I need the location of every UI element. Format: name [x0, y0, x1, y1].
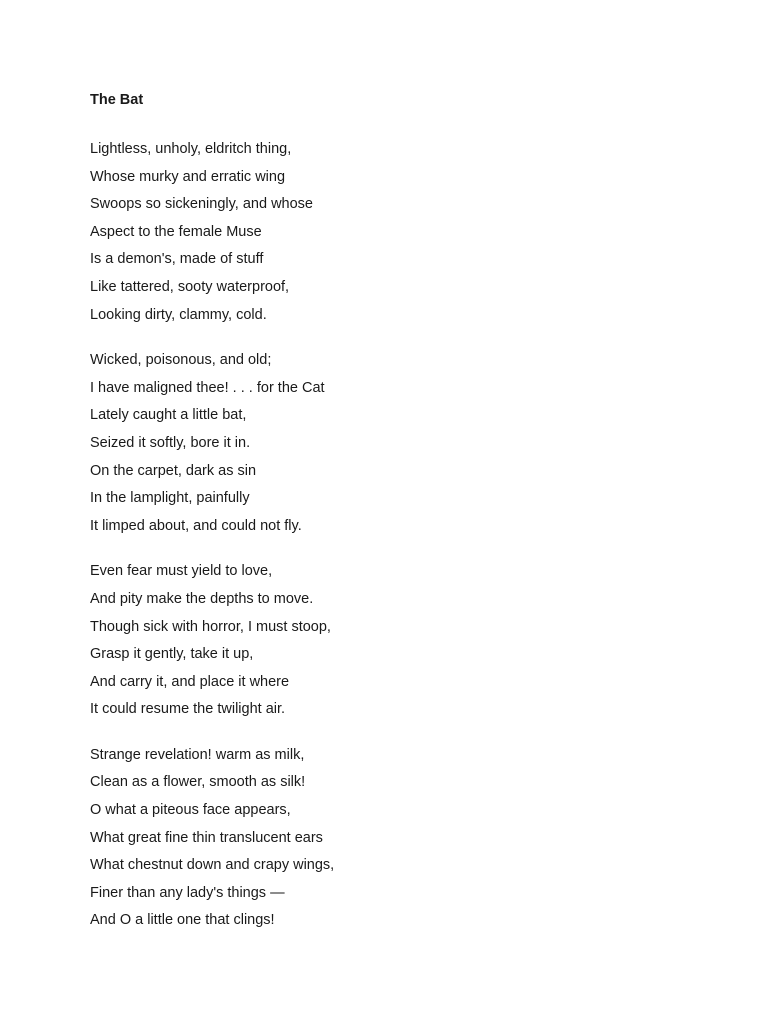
document-page — [90, 90, 690, 953]
poem-line: Finer than any lady's things — — [90, 884, 285, 901]
poem-line: On the carpet, dark as sin — [90, 462, 257, 479]
poem-line: I have maligned thee! . . . for the Cat — [90, 379, 325, 396]
poem-line: What chestnut down and crapy wings, — [90, 857, 335, 874]
poem-line: Is a demon's, made of stuff — [90, 251, 264, 268]
poem-title: The Bat — [90, 92, 144, 108]
poem-line: Aspect to the female Muse — [90, 223, 262, 240]
poem-line: It limped about, and could not fly. — [90, 517, 302, 534]
poem-line: Looking dirty, clammy, cold. — [90, 306, 267, 323]
poem-line: And carry it, and place it where — [90, 673, 290, 690]
poem-line: And O a little one that clings! — [90, 912, 275, 929]
stanza-2 — [90, 347, 690, 540]
poem-line: It could resume the twilight air. — [90, 701, 286, 718]
stanza-1 — [90, 136, 690, 329]
poem-line: Seized it softly, bore it in. — [90, 434, 251, 451]
poem-line: Whose murky and erratic wing — [90, 168, 286, 185]
poem-line: Swoops so sickeningly, and whose — [90, 196, 313, 213]
poem-line: Grasp it gently, take it up, — [90, 646, 254, 663]
stanza-3 — [90, 558, 690, 724]
poem-line: Like tattered, sooty waterproof, — [90, 278, 290, 295]
poem-line: In the lamplight, painfully — [90, 490, 250, 507]
poem-line: O what a piteous face appears, — [90, 802, 291, 819]
poem-line: Wicked, poisonous, and old; — [90, 352, 272, 369]
poem-line: Strange revelation! warm as milk, — [90, 746, 305, 763]
poem-line: And pity make the depths to move. — [90, 590, 314, 607]
poem-line: Lightless, unholy, eldritch thing, — [90, 141, 292, 157]
poem-line: What great fine thin translucent ears — [90, 829, 323, 846]
poem-line: Clean as a flower, smooth as silk! — [90, 774, 306, 791]
stanza-4 — [90, 742, 690, 935]
poem-line: Though sick with horror, I must stoop, — [90, 618, 331, 635]
poem-line: Even fear must yield to love, — [90, 563, 273, 580]
poem-line: Lately caught a little bat, — [90, 407, 247, 424]
